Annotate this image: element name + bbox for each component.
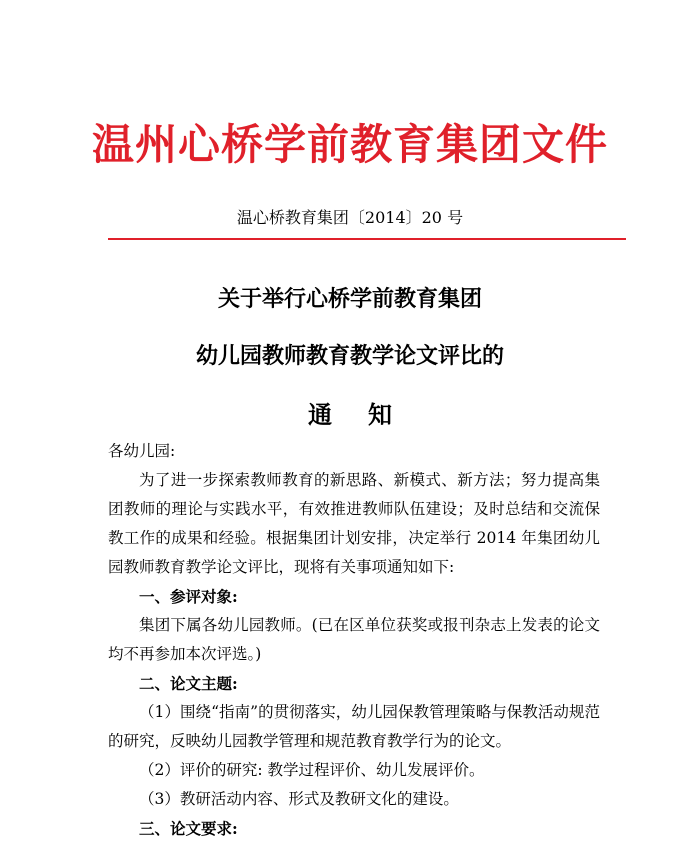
notice-title-line-2: 幼儿园教师教育教学论文评比的 bbox=[195, 343, 504, 369]
section-3-heading: 三、论文要求: bbox=[139, 819, 238, 838]
section-2-item-3: （3）教研活动内容、形式及教研文化的建设。 bbox=[139, 790, 459, 808]
intro-paragraph: 为了进一步探索教师教育的新思路、新模式、新方法；努力提高集团教师的理论与实践水平，有效推进教师队伍建设；及时总结和交流保教工作的成果和经验。根据集团计划安排，决定举行 2014 年集团幼儿园教师教育教学论文评比，现将有关事项通知如下: bbox=[108, 471, 600, 576]
section-2-item-2: （2）评价的研究: 教学过程评价、幼儿发展评价。 bbox=[139, 761, 485, 779]
document-header-title: 温州心桥学前教育集团文件 bbox=[91, 120, 608, 169]
salutation: 各幼儿园: bbox=[108, 442, 176, 460]
section-2-heading: 二、论文主题: bbox=[139, 674, 238, 693]
section-2-item-1: （1）围绕“指南”的贯彻落实，幼儿园保教管理策略与保教活动规范的研究，反映幼儿园教学管理和规范教育教学行为的论文。 bbox=[108, 703, 600, 750]
notice-title-line-3: 通知 bbox=[308, 400, 428, 429]
header-divider bbox=[108, 238, 626, 240]
section-1-text: 集团下属各幼儿园教师。(已在区单位获奖或报刊杂志上发表的论文均不再参加本次评选。) bbox=[108, 616, 600, 663]
section-1-heading: 一、参评对象: bbox=[139, 587, 238, 606]
document-number: 温心桥教育集团〔2014〕20 号 bbox=[236, 208, 464, 227]
notice-body bbox=[108, 437, 600, 843]
notice-title-line-1: 关于举行心桥学前教育集团 bbox=[217, 286, 482, 312]
